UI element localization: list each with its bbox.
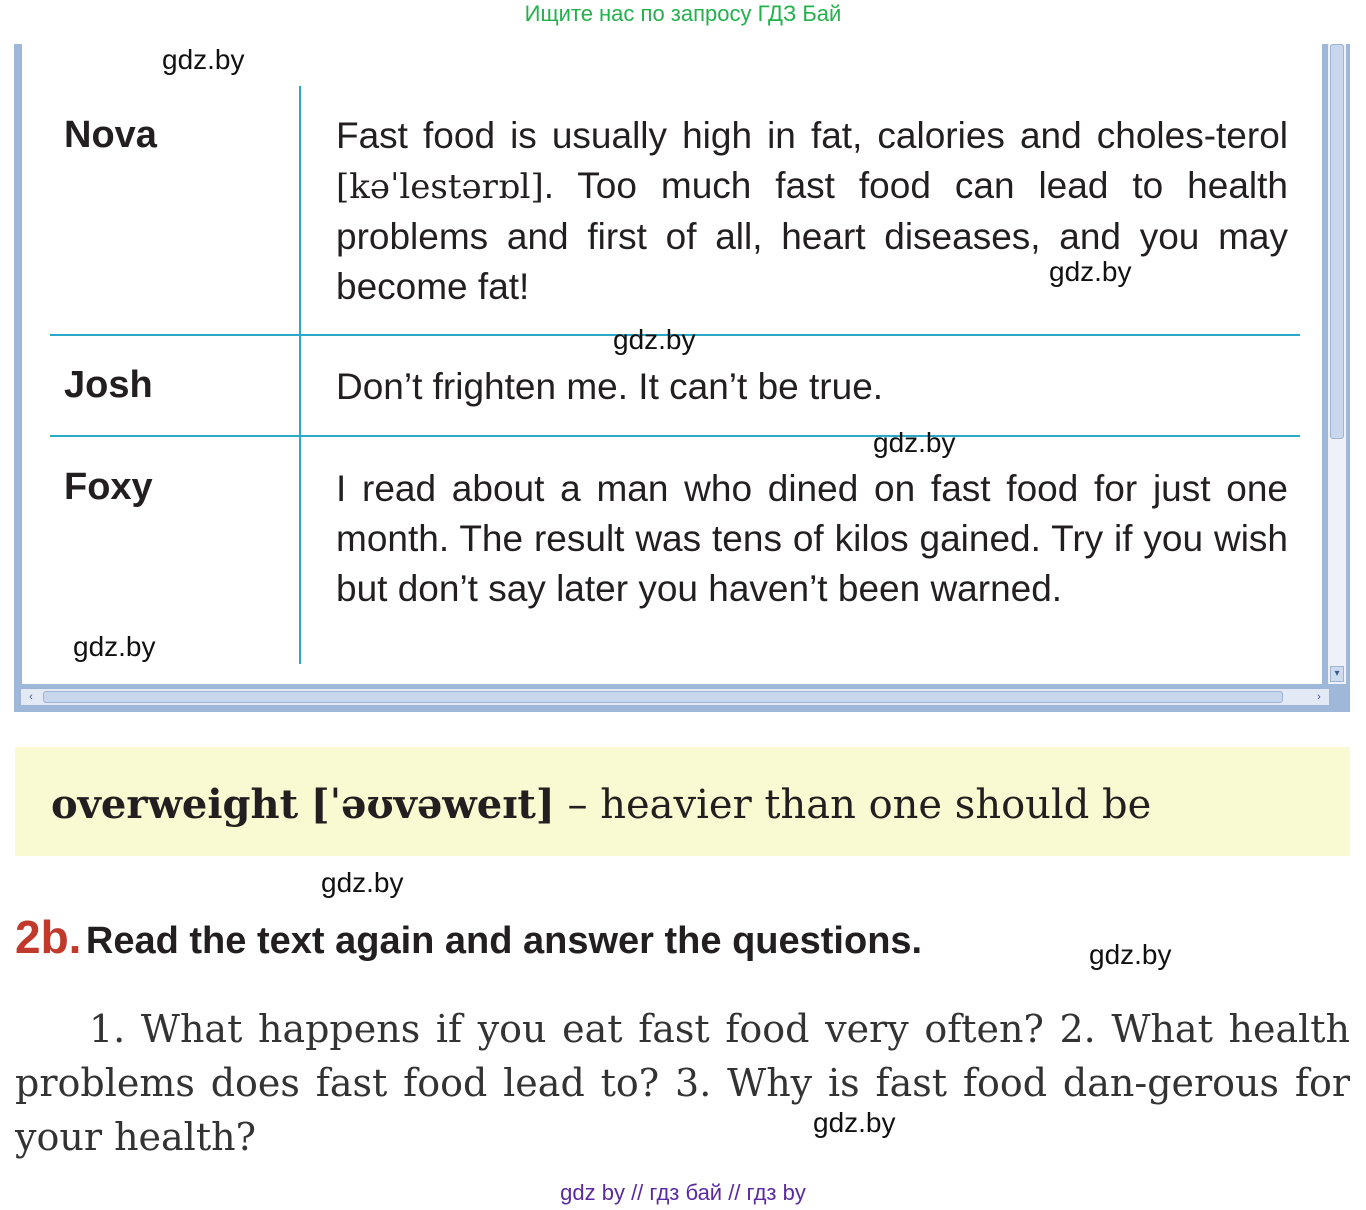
task-number: 2b. [15,911,82,963]
row-divider [50,435,1300,437]
speech-nova: Fast food is usually high in fat, calories and choles-terol [kəˈlestərɒl]. Too much fast food can lead to health problems and first of all, heart diseases, and you may become fat! [336,115,1288,307]
vocab-word: overweight [51,781,299,828]
vocabulary-entry [51,781,1151,828]
column-divider [299,86,301,664]
watermark: gdz.by [321,867,404,898]
vocab-ipa: [ˈəʊvəweɪt] [310,781,555,828]
vertical-scroll-thumb[interactable] [1330,44,1344,439]
watermark: gdz.by [162,44,245,75]
watermark: gdz.by [813,1107,896,1138]
watermark: gdz.by [1089,939,1172,970]
scroll-down-button[interactable]: ▾ [1330,666,1344,682]
scroll-left-button[interactable]: ‹ [29,691,33,703]
task-heading [15,910,922,964]
speaker-josh: Josh [64,364,153,406]
watermark: gdz.by [1049,256,1132,287]
speaker-foxy: Foxy [64,466,153,508]
document-window [14,44,1350,712]
watermark: gdz.by [873,427,956,458]
dialogue-pane [22,44,1322,684]
top-banner: Ищите нас по запросу ГДЗ Бай [524,1,842,26]
vocab-definition: – heavier than one should be [554,782,1152,828]
horizontal-scrollbar[interactable] [20,688,1330,706]
watermark: gdz.by [73,631,156,662]
speech-josh: Don’t frighten me. It can’t be true. [336,366,884,407]
vertical-scrollbar[interactable] [1328,44,1346,684]
watermark: gdz.by [613,324,696,355]
questions-text: 1. What happens if you eat fast food very often? 2. What health problems does fast food lead to? 3. Why is fast food dan-gerous for your health? [15,1007,1350,1159]
horizontal-scroll-thumb[interactable] [43,691,1283,703]
footer-links: gdz by // гдз бай // гдз by [560,1180,806,1205]
vocabulary-box [15,747,1350,856]
scroll-right-button[interactable]: › [1317,691,1321,703]
speech-foxy: I read about a man who dined on fast food for just one month. The result was tens of kilos gained. Try if you wish but don’t say later you haven’t been warned. [336,468,1288,609]
ipa-cholesterol: [kəˈlestərɒl] [336,167,544,207]
task-instruction: Read the text again and answer the questions. [85,920,923,962]
speaker-nova: Nova [64,114,157,156]
